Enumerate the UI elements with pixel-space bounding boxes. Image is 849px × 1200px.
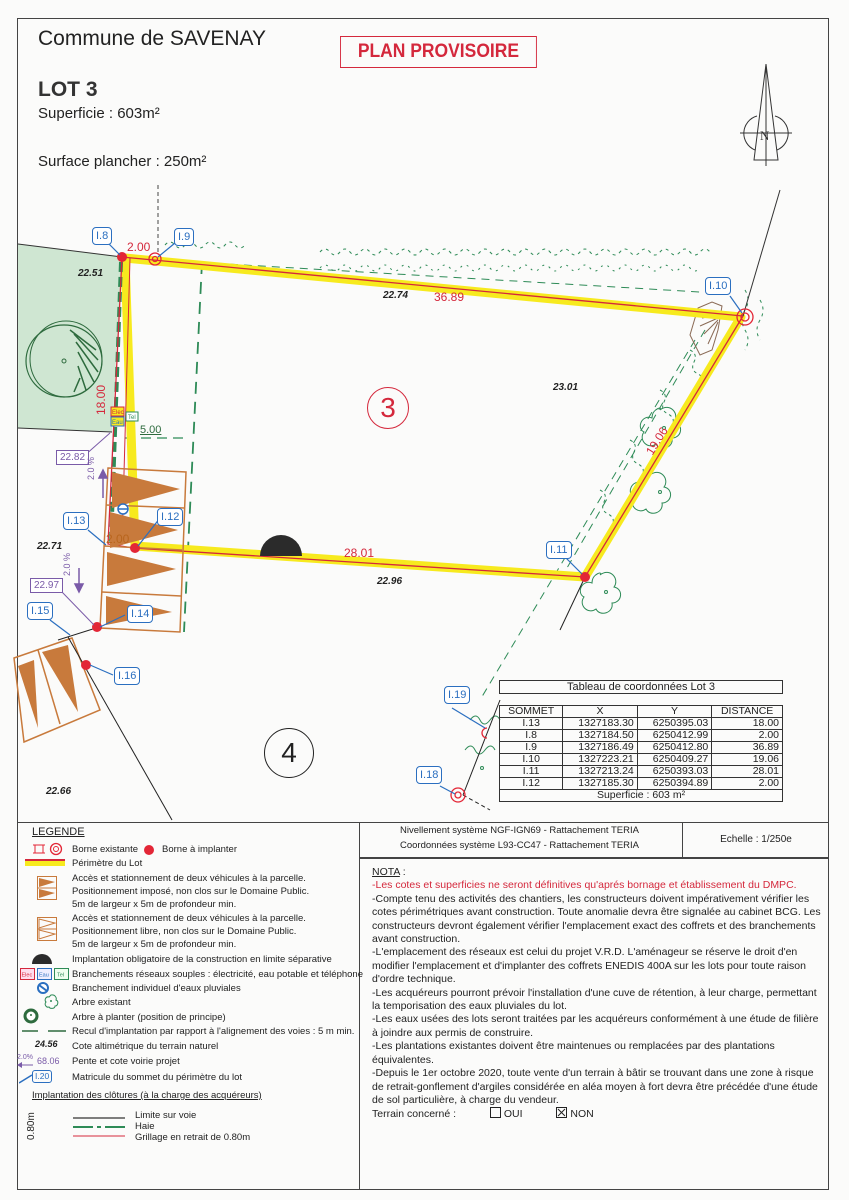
matricule-sample: I.20 (32, 1070, 52, 1083)
vertex-tag-i9: I.9 (174, 228, 194, 246)
svg-text:Tel: Tel (57, 972, 65, 979)
vertex-tag-i10: I.10 (705, 277, 731, 295)
nota-title-suffix: : (399, 866, 406, 878)
setback-line-icon (22, 1028, 66, 1034)
option-non: NON (570, 1108, 594, 1121)
coord-table (499, 705, 783, 802)
svg-text:Elec: Elec (21, 972, 33, 979)
slope-label: 2.0 % (86, 456, 96, 480)
legend-cloture-voie: Limite sur voie (135, 1110, 197, 1121)
svg-text:Eau: Eau (39, 972, 49, 979)
legend-cote-alt: Cote altimétrique du terrain naturel (72, 1041, 219, 1052)
borne-existante-icon (31, 842, 67, 856)
col-header: DISTANCE (712, 706, 783, 718)
north-label: N (760, 128, 770, 143)
parking-imposed-icon (37, 876, 57, 900)
borne-implanter-markers (81, 252, 590, 670)
setback-line (184, 262, 202, 632)
plan-provisoire-stamp: PLAN PROVISOIRE (340, 36, 537, 68)
col-header: Y (637, 706, 711, 718)
legend (17, 822, 363, 1190)
legend-title: LEGENDE (32, 826, 85, 838)
altitude-sample: 24.56 (35, 1039, 58, 1049)
svg-text:Eau: Eau (112, 420, 123, 426)
nota-section (372, 866, 822, 1122)
vertex-tag-i11: I.11 (546, 541, 572, 559)
table-row: I.12 1327185.30 6250394.89 2.00 (500, 778, 783, 790)
terrain-label: Terrain concerné : (372, 1108, 457, 1121)
clotures-title: Implantation des clôtures (à la charge des acquéreurs) (32, 1090, 262, 1101)
surface-plancher-label: Surface plancher : 250m² (38, 153, 207, 170)
vertex-tag-i12: I.12 (157, 508, 183, 526)
road-level-tag: 22.97 (30, 578, 63, 593)
legend-acces-impose-2: Positionnement imposé, non clos sur le Domaine Public. (72, 886, 310, 897)
nota-paragraph: -Compte tenu des activités des chantiers, les constructeurs doivent impérativement vérifier les cotes périmétriques avant construction. Toute anomalie devra être signalée au cabinet BCG. Les constructeurs devront également vérifier l'emplacement exact des coffrets et des branchements avant construction. (372, 892, 821, 946)
legend-branchements: Branchements réseaux souples : électricité, eau potable et téléphone (72, 969, 363, 980)
nota-title: NOTA (372, 866, 400, 878)
superficie-label: Superficie : 603m² (38, 105, 160, 122)
table-footer: Superficie : 603 m² (500, 790, 783, 802)
legend-pluviales: Branchement individuel d'eaux pluviales (72, 983, 241, 994)
commune-title: Commune de SAVENAY (38, 27, 266, 50)
legend-acces-libre-3: 5m de largeur x 5m de profondeur min. (72, 939, 237, 950)
legend-acces-impose-1: Accès et stationnement de deux véhicules à la parcelle. (72, 873, 306, 884)
slope-sample-pct: 2.0% (17, 1054, 33, 1061)
dimension-bottom-short: 2.00 (106, 532, 130, 546)
nota-paragraph: -Les plantations existantes doivent être maintenues ou remplacées par des plantations équivalentes. (372, 1040, 775, 1066)
legend-borne-implanter: Borne à implanter (162, 844, 237, 855)
legend-acces-libre-2: Positionnement libre, non clos sur le Domaine Public. (72, 926, 297, 937)
dimension-left: 18.00 (94, 384, 108, 415)
stormwater-connection-icon (118, 504, 128, 514)
nivellement-label: Nivellement système NGF-IGN69 - Rattachement TERIA (400, 825, 639, 836)
terrain-concerne-row (372, 1107, 822, 1121)
col-header: X (563, 706, 637, 718)
dimension-bottom: 28.01 (344, 546, 375, 560)
col-header: SOMMET (500, 706, 563, 718)
coord-table-caption: Tableau de coordonnées Lot 3 (499, 680, 783, 694)
vertex-tag-i18: I.18 (416, 766, 442, 784)
slope-arrow-icon (17, 1062, 33, 1068)
altitude-label: 22.66 (46, 786, 72, 797)
altitude-label: 23.01 (553, 382, 579, 393)
vertex-tag-i19: I.19 (444, 686, 470, 704)
setback-dimension: 5.00 (140, 424, 162, 436)
dimension-top: 36.89 (434, 290, 465, 304)
vertex-tag-i13: I.13 (63, 512, 89, 530)
dimension-top-short: 2.00 (127, 240, 151, 254)
legend-implantation: Implantation obligatoire de la construction en limite séparative (72, 954, 332, 965)
svg-text:Tel: Tel (128, 415, 136, 421)
legend-matricule: Matricule du sommet du périmètre du lot (72, 1072, 243, 1083)
network-boxes-icon (20, 968, 70, 980)
tree-existing-icon (43, 994, 59, 1010)
mandatory-construction-icon (260, 535, 302, 556)
lot-title: LOT 3 (38, 78, 98, 101)
coordonnees-label: Coordonnées système L93-CC47 - Rattachement TERIA (400, 840, 640, 851)
legend-cloture-grillage: Grillage en retrait de 0.80m (135, 1132, 251, 1143)
altitude-label: 22.74 (383, 290, 409, 301)
legend-arbre-existant: Arbre existant (72, 997, 131, 1008)
hedge-right (465, 330, 705, 770)
option-oui: OUI (503, 1108, 523, 1121)
table-row: I.13 1327183.30 6250395.03 18.00 (500, 718, 783, 730)
legend-perimetre: Périmètre du Lot (72, 858, 143, 869)
slope-sample-value: 68.06 (37, 1056, 60, 1066)
nota-paragraph: -Les eaux usées des lots seront traitées par les acquéreurs conformément à une étude de filière à joindre aux permis de construire. (372, 1013, 819, 1039)
vertex-tag-i15: I.15 (27, 602, 53, 620)
perimeter-icon (25, 859, 65, 867)
parking-free-icon (37, 917, 57, 941)
scale-label: Echelle : 1/250e (683, 822, 829, 858)
table-row: I.11 1327213.24 6250393.03 28.01 (500, 766, 783, 778)
tag-pointer-icon (19, 1072, 33, 1084)
legend-cloture-haie: Haie (135, 1121, 155, 1132)
table-row: I.10 1327223.21 6250409.27 19.06 (500, 754, 783, 766)
nota-paragraph: -L'emplacement des réseaux est celui du projet V.R.D. L'aménageur se réserve le droit d'en modifier l'emplacement et d'implanter des coffrets ENEDIS 400A sur les lots pour toute raison d'ordre technique. (372, 946, 806, 986)
table-row: I.9 1327186.49 6250412.80 36.89 (500, 742, 783, 754)
dimension-right: 19.06 (643, 424, 671, 458)
lot-number-3: 3 (367, 387, 409, 429)
north-arrow-icon (740, 64, 792, 166)
legend-pente: Pente et cote voirie projet (72, 1056, 180, 1067)
road-level-tag: 22.82 (56, 450, 89, 465)
nota-warning: -Les cotes et superficies ne seront définitives qu'aprés bornage et établissement du DMPC. (372, 879, 797, 892)
stormwater-icon (37, 982, 49, 994)
legend-arbre-planter: Arbre à planter (position de principe) (72, 1012, 226, 1023)
lot-number-4: 4 (264, 728, 314, 778)
legend-borne-existante: Borne existante (72, 844, 139, 855)
legend-recul: Recul d'implantation par rapport à l'alignement des voies : 5 m min. (72, 1026, 355, 1037)
cloture-lines-icon (73, 1114, 125, 1144)
nota-paragraph: -Depuis le 1er octobre 2020, toute vente d'un terrain à bâtir se trouvant dans une zone à risque de retrait-gonflement d'argiles considérée en aléa moyen à fort devra être précédée d'une étude de sol particulière, à charge du vendeur. (372, 1067, 818, 1106)
checkbox-non[interactable] (556, 1107, 567, 1118)
altitude-label: 22.96 (377, 576, 403, 587)
vertex-tag-i16: I.16 (114, 667, 140, 685)
cloture-height-label: 0.80m (26, 1112, 37, 1140)
legend-acces-impose-3: 5m de largeur x 5m de profondeur min. (72, 899, 237, 910)
tree-planted-icon (23, 1008, 39, 1024)
info-panel (360, 822, 829, 1190)
vertex-tag-i14: I.14 (127, 605, 153, 623)
slope-label: 2.0 % (62, 552, 72, 576)
construction-halfdisc-icon (31, 953, 53, 965)
vertex-tag-i8: I.8 (92, 227, 112, 245)
svg-text:Elec: Elec (112, 410, 124, 416)
legend-acces-libre-1: Accès et stationnement de deux véhicules à la parcelle. (72, 913, 306, 924)
table-row: I.8 1327184.50 6250412.99 2.00 (500, 730, 783, 742)
nota-paragraph: -Les acquéreurs pourront prévoir l'installation d'une cuve de rétention, à leur charge, permettant la temporisation des eaux pluviales du lot. (372, 986, 817, 1013)
altitude-label: 22.51 (78, 268, 104, 279)
borne-implanter-icon (143, 844, 155, 856)
survey-systems (360, 822, 683, 858)
checkbox-oui[interactable] (490, 1107, 501, 1118)
altitude-label: 22.71 (37, 541, 63, 552)
